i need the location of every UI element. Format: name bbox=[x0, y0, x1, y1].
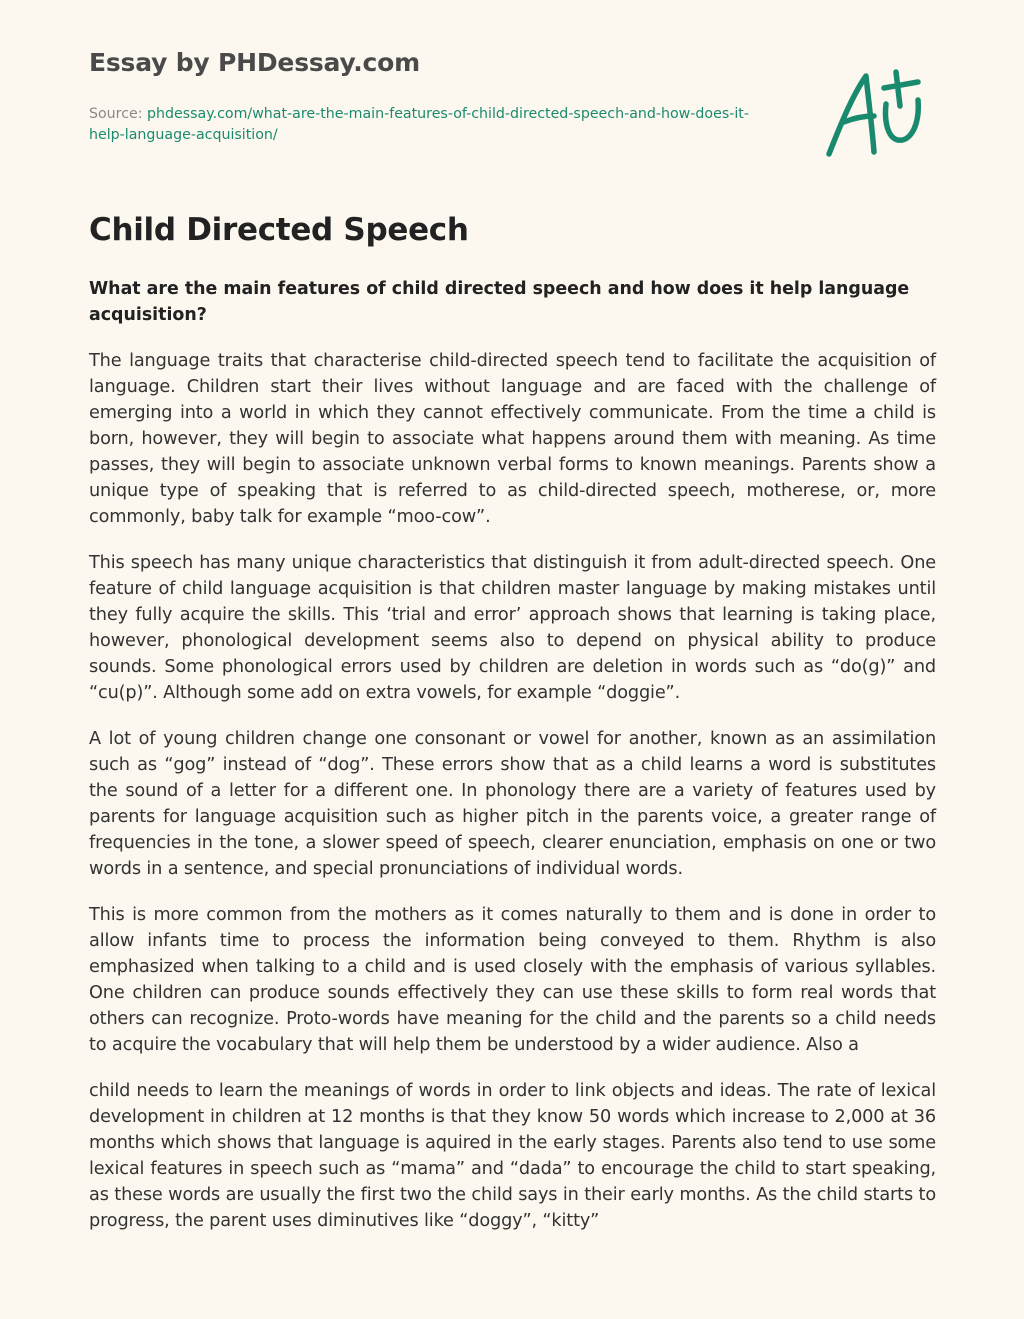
source-link[interactable]: phdessay.com/what-are-the-main-features-of-child-directed-speech-and-how-does-it-help-language-acquisition/ bbox=[89, 106, 749, 143]
essay-question: What are the main features of child directed speech and how does it help language acquisition? bbox=[89, 279, 910, 325]
essay-body bbox=[89, 212, 936, 1234]
essay-paragraph: A lot of young children change one consonant or vowel for another, known as an assimilation such as “gog” instead of “dog”. These errors show that as a child learns a word is substitutes the sound of a letter for a different one. In phonology there are a variety of features used by parents for language acquisition such as higher pitch in the parents voice, a greater range of frequencies in the tone, a slower speed of speech, clearer enunciation, emphasis on one or two words in a sentence, and special pronunciations of individual words. bbox=[89, 729, 936, 879]
essay-paragraph: The language traits that characterise child-directed speech tend to facilitate the acquisition of language. Children start their lives without language and are faced with the challenge of emerging into a world in which they cannot effectively communicate. From the time a child is born, however, they will begin to associate what happens around them with meaning. As time passes, they will begin to associate unknown verbal forms to known meanings. Parents show a unique type of speaking that is referred to as child-directed speech, motherese, or, more commonly, baby talk for example “moo-cow”. bbox=[89, 351, 936, 527]
source-label: Source: bbox=[89, 106, 148, 122]
essay-paragraph: child needs to learn the meanings of words in order to link objects and ideas. The rate of lexical development in children at 12 months is that they know 50 words which increase to 2,000 at 36 months which shows that language is aquired in the early stages. Parents also tend to use some lexical features in speech such as “mama” and “dada” to encourage the child to start speaking, as these words are usually the first two the child says in their early months. As the child starts to progress, the parent uses diminutives like “doggy”, “kitty” bbox=[89, 1081, 936, 1231]
essay-header bbox=[89, 48, 769, 146]
page-title: Child Directed Speech bbox=[89, 212, 469, 248]
essay-paragraph: This speech has many unique characteristics that distinguish it from adult-directed speech. One feature of child language acquisition is that children master language by making mistakes until they fully acquire the skills. This ‘trial and error’ approach shows that learning is taking place, however, phonological development seems also to depend on physical ability to produce sounds. Some phonological errors used by children are deletion in words such as “do(g)” and “cu(p)”. Although some add on extra vowels, for example “doggie”. bbox=[89, 553, 936, 703]
essay-paragraph: This is more common from the mothers as it comes naturally to them and is done in order to allow infants time to process the information being conveyed to them. Rhythm is also emphasized when talking to a child and is used closely with the emphasis of various syllables. One children can produce sounds effectively they can use these skills to form real words that others can recognize. Proto-words have meaning for the child and the parents so a child needs to acquire the vocabulary that will help them be understood by a wider audience. Also a bbox=[89, 905, 936, 1055]
site-brand[interactable]: Essay by PHDessay.com bbox=[89, 48, 420, 77]
a-plus-icon bbox=[822, 66, 926, 160]
source-line bbox=[89, 104, 769, 146]
